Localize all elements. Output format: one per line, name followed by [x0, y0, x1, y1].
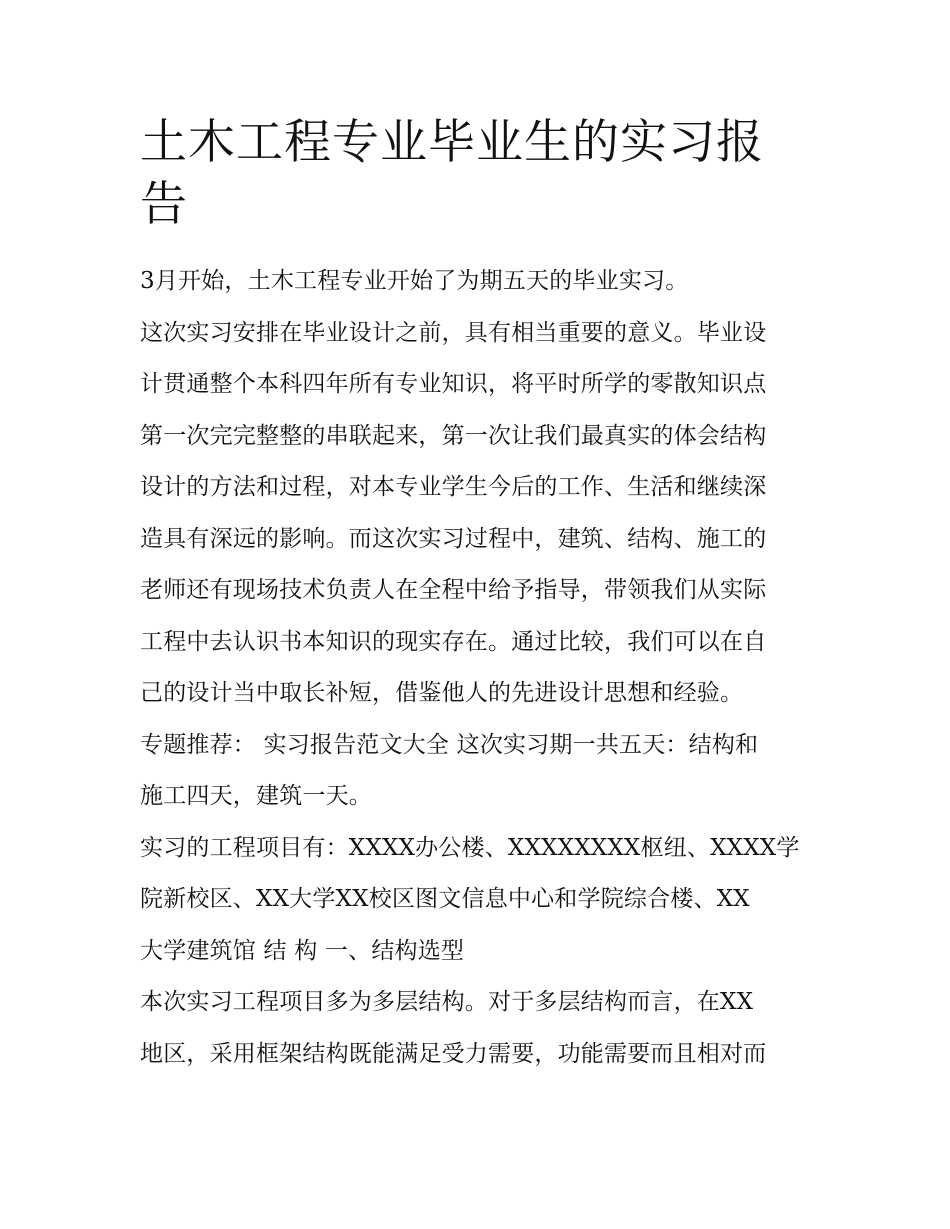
document-title: 土木工程专业毕业生的实习报 告: [140, 115, 764, 232]
paragraph-significance: 这次实习安排在毕业设计之前，具有相当重要的意义。毕业设 计贯通整个本科四年所有专业知识，将平时所学的零散知识点 第一次完完整整的串联起来，第一次让我们最真实的体会结构 设计的方法和过程，对本专业学生今后的工作、生活和继续深 造具有深远的影响。而这次实习过程中，建筑、结构、施工的 老师还有现场技术负责人在全程中给予指导，带领我们从实际 工程中去认识书本知识的现实存在。通过比较，我们可以在自 己的设计当中取长补短，借鉴他人的先进设计思想和经验。: [140, 319, 767, 706]
paragraph-structure: 本次实习工程项目多为多层结构。对于多层结构而言，在XX 地区，采用框架结构既能满足受力需要，功能需要而且相对而: [140, 989, 767, 1067]
paragraph-intro: 3月开始，土木工程专业开始了为期五天的毕业实习。: [140, 268, 689, 294]
document-page: [140, 112, 820, 1080]
document-body: [140, 256, 820, 1080]
paragraph-recommendation: 专题推荐： 实习报告范文大全 这次实习期一共五天：结构和 施工四天，建筑一天。: [140, 731, 759, 809]
paragraph-projects: 实习的工程项目有：XXXX办公楼、XXXXXXXX枢纽、XXXX学 院新校区、XX大学XX校区图文信息中心和学院综合楼、XX 大学建筑馆 结 构 一、结构选型: [140, 834, 800, 964]
